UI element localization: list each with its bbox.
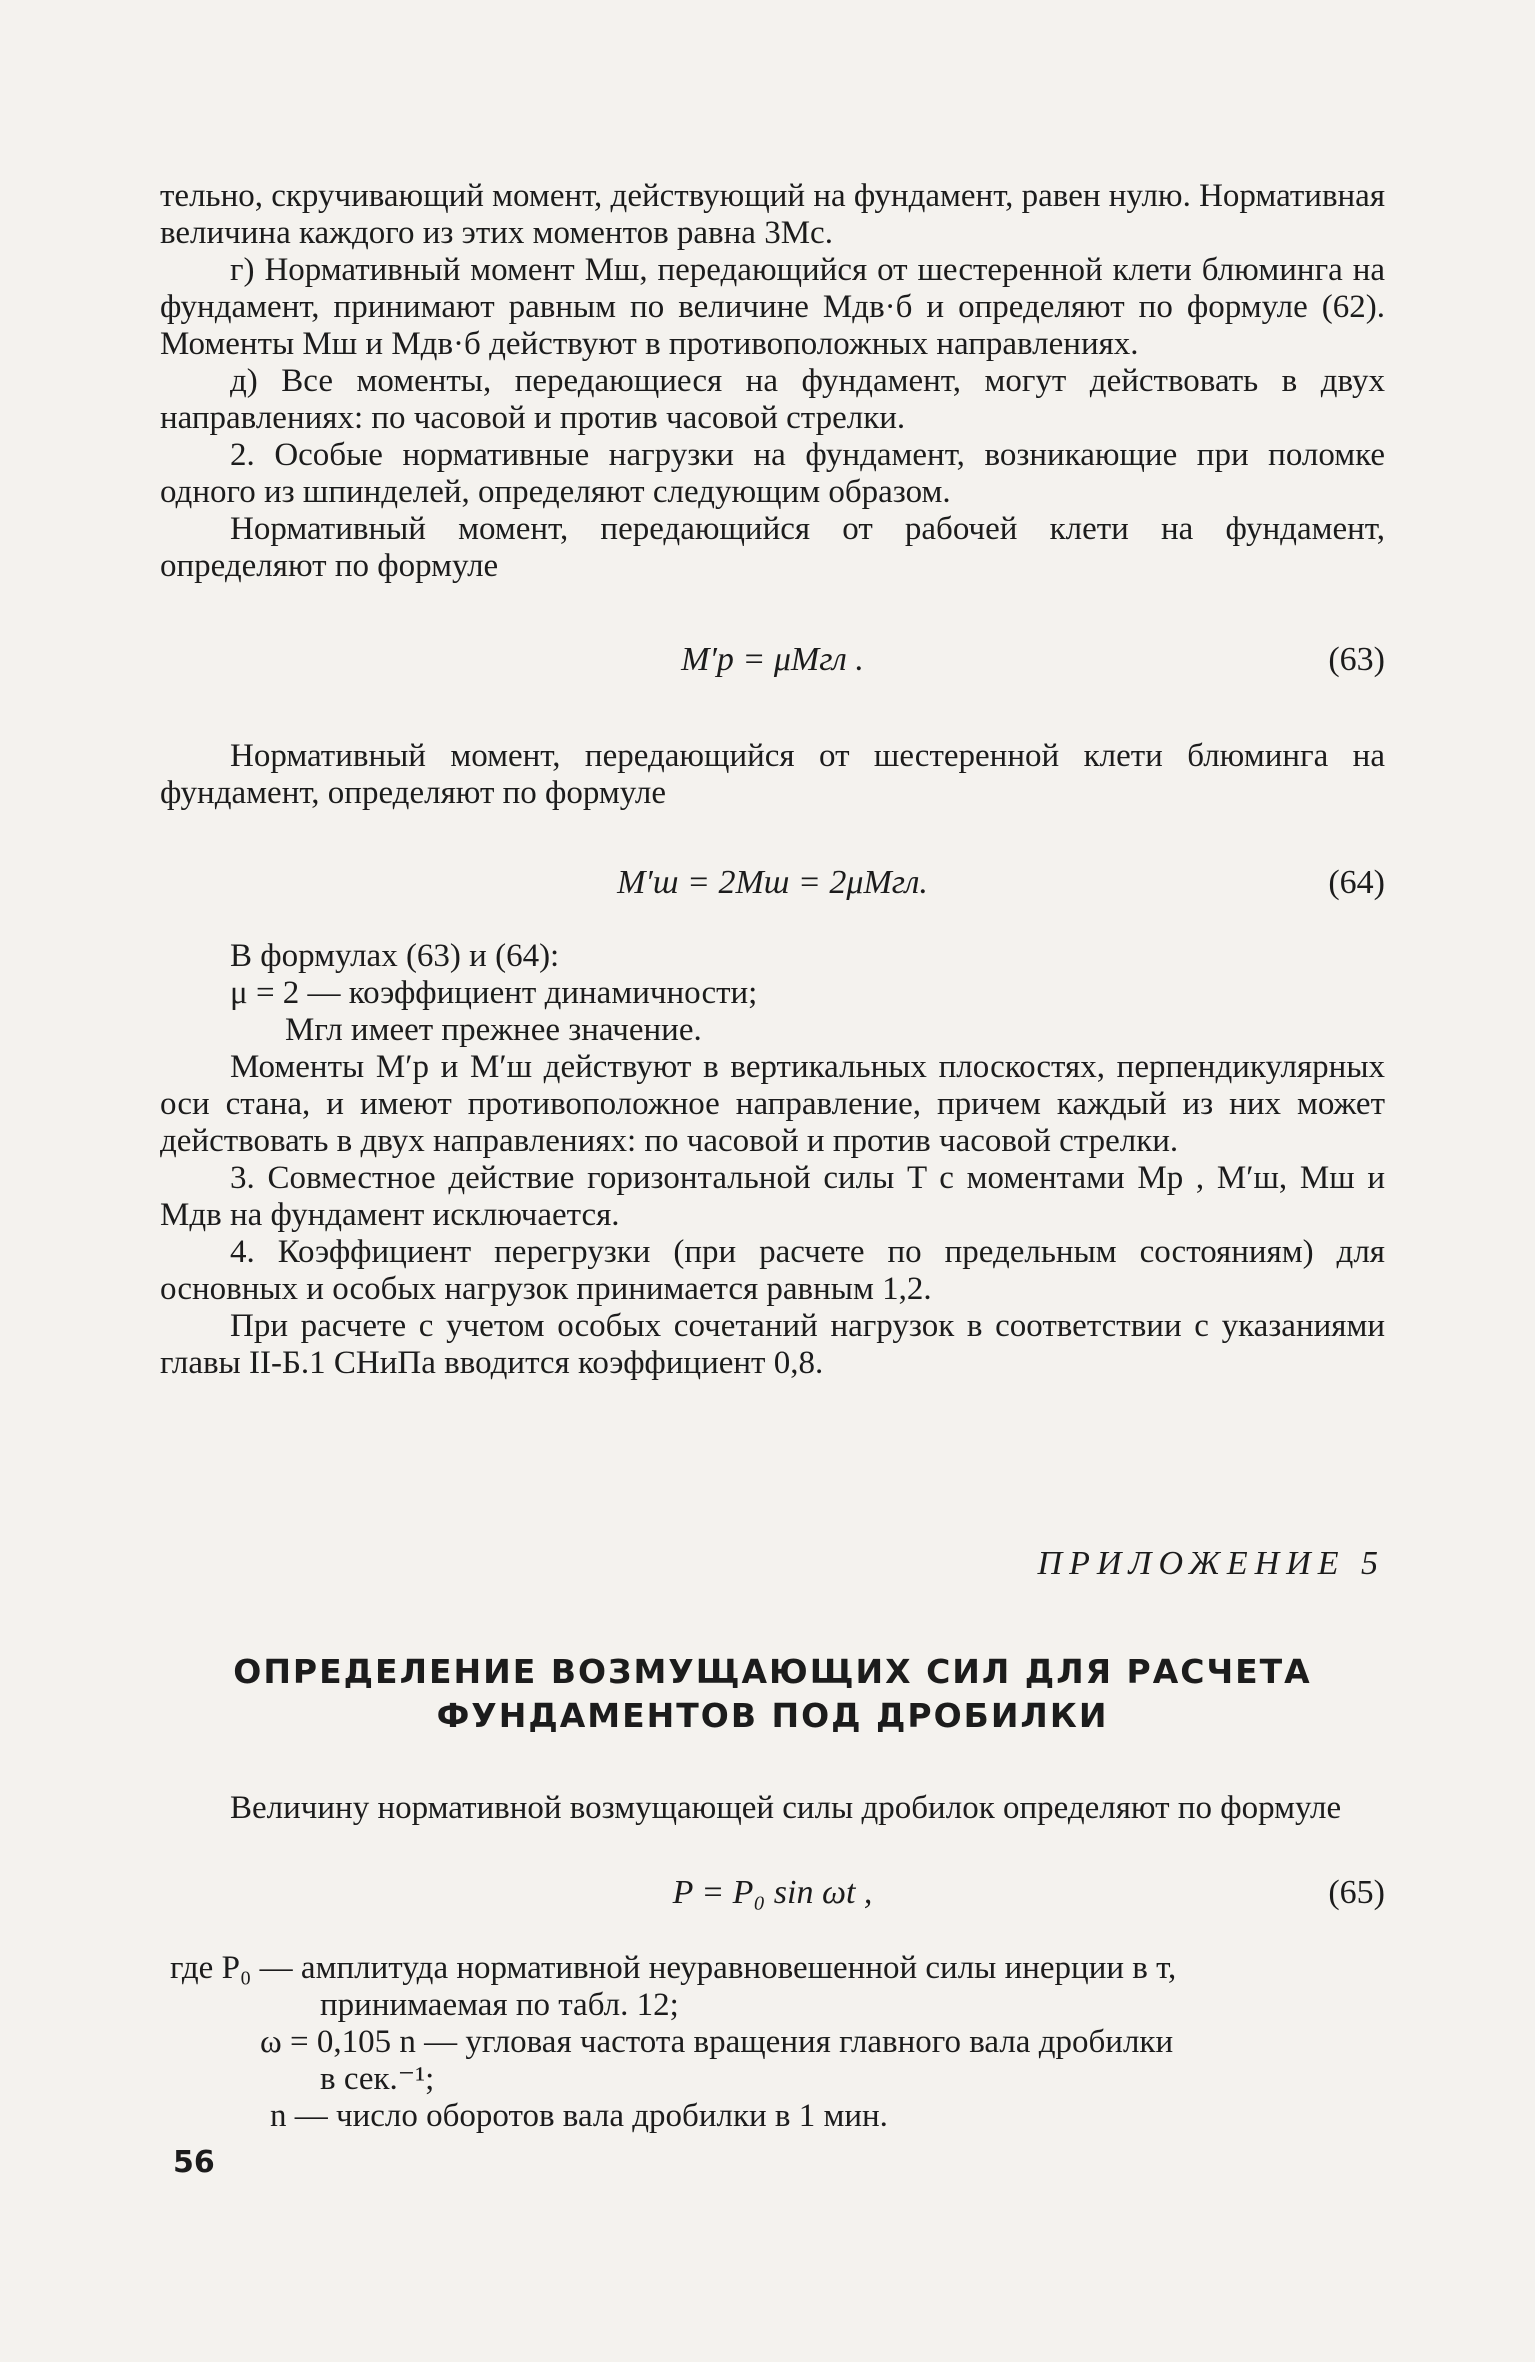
definition: μ = 2 — коэффициент динамичности; [230, 975, 758, 1011]
paragraph: Нормативный момент, передающийся от рабочей клети на фундамент, определяют по формуле [160, 511, 1385, 584]
formula-expression: M′р = μMгл . [681, 641, 864, 678]
paragraph: тельно, скручивающий момент, действующий на фундамент, равен нулю. Нормативная величина каждого из этих моментов равна 3Mс. [160, 178, 1386, 251]
paragraph: г) Нормативный момент Mш, передающийся от шестеренной клети блюминга на фундамент, принимают равным по величине Mдв·б и определяют по формуле (62). Моменты Mш и Mдв·б действуют в противоположных направлениях. [160, 252, 1385, 362]
paragraph: 4. Коэффициент перегрузки (при расчете по предельным состояниям) для основных и особых нагрузок принимается равным 1,2. [160, 1234, 1385, 1307]
heading-line: ФУНДАМЕНТОВ ПОД ДРОБИЛКИ [436, 1696, 1109, 1735]
paragraph: д) Все моменты, передающиеся на фундамент, могут действовать в двух направлениях: по часовой и против часовой стрелки. [160, 363, 1385, 436]
definition: в сек.⁻¹; [320, 2061, 435, 2097]
paragraph: В формулах (63) и (64): [230, 938, 560, 974]
formula-number: (65) [1328, 1874, 1385, 1911]
text-block-4 [160, 1790, 1385, 1827]
page-number: 56 [173, 2145, 215, 2180]
section-heading [160, 1650, 1385, 1738]
formula-expression: M′ш = 2Mш = 2μMгл. [617, 864, 928, 901]
formula-65 [160, 1868, 1385, 1918]
paragraph: Величину нормативной возмущающей силы дробилок определяют по формуле [230, 1790, 1342, 1826]
text-block-3 [160, 938, 1385, 1382]
paragraph: 2. Особые нормативные нагрузки на фундамент, возникающие при поломке одного из шпинделей, определяют следующим образом. [160, 437, 1385, 510]
definition: ω = 0,105 n — угловая частота вращения главного вала дробилки [260, 2024, 1174, 2060]
definition: где P₀ — амплитуда нормативной неуравновешенной силы инерции в т, [170, 1950, 1177, 1986]
definition: n — число оборотов вала дробилки в 1 мин. [270, 2098, 888, 2134]
heading-line: ОПРЕДЕЛЕНИЕ ВОЗМУЩАЮЩИХ СИЛ ДЛЯ РАСЧЕТА [233, 1652, 1312, 1691]
paragraph: Нормативный момент, передающийся от шестеренной клети блюминга на фундамент, определяют по формуле [160, 738, 1385, 811]
paragraph: 3. Совместное действие горизонтальной силы T с моментами Mр , M′ш, Mш и Mдв на фундамент исключается. [160, 1160, 1385, 1233]
formula-number: (64) [1328, 864, 1385, 901]
paragraph: Моменты M′р и M′ш действуют в вертикальных плоскостях, перпендикулярных оси стана, и имеют противоположное направление, причем каждый из них может действовать в двух направлениях: по часовой и против часовой стрелки. [160, 1049, 1385, 1159]
appendix-label: ПРИЛОЖЕНИЕ 5 [1037, 1545, 1385, 1582]
definition: Mгл имеет прежнее значение. [285, 1012, 702, 1048]
definition: принимаемая по табл. 12; [320, 1987, 679, 2023]
paragraph: При расчете с учетом особых сочетаний нагрузок в соответствии с указаниями главы II-Б.1 СНиПа вводится коэффициент 0,8. [160, 1308, 1385, 1381]
symbol-definitions [170, 1950, 1395, 2135]
formula-number: (63) [1328, 641, 1385, 678]
text-block-1 [160, 178, 1385, 585]
formula-63 [160, 635, 1385, 685]
formula-expression: P = P₀ sin ωt , [672, 1874, 873, 1911]
text-block-2 [160, 738, 1385, 812]
formula-64 [160, 858, 1385, 908]
